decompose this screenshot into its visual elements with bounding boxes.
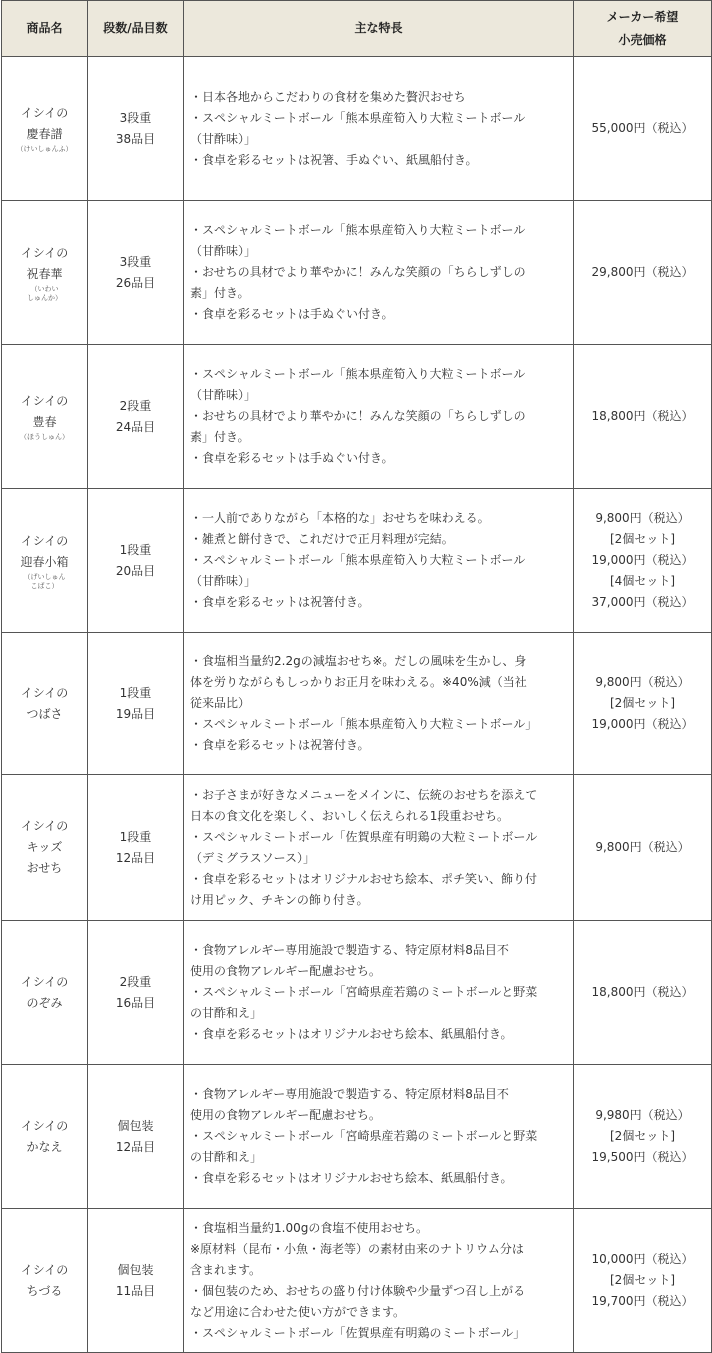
feature-line: 含まれます。 xyxy=(190,1262,262,1277)
price-line: 9,800円（税込） xyxy=(595,511,690,525)
header-tier: 段数/品目数 xyxy=(88,1,184,57)
feature-line: 使用の食物アレルギー配慮おせち。 xyxy=(190,964,381,978)
table-row xyxy=(2,345,712,489)
price-cell xyxy=(574,201,712,345)
product-name-line: おせち xyxy=(26,861,63,875)
feature-line: ・スペシャルミートボール「熊本県産筍入り大粒ミートボール xyxy=(190,223,526,237)
features-cell xyxy=(184,921,574,1065)
tier-count-line: 1段重 xyxy=(119,542,152,557)
feature-line: ・食卓を彩るセットはオリジナルおせち絵本、ポチ笑い、飾り付 xyxy=(190,871,538,886)
feature-line: ・スペシャルミートボール「佐賀県産有明鶏の大粒ミートボール xyxy=(190,829,538,844)
price-line: [2個セット] xyxy=(610,532,675,546)
tier-count-line: 12品目 xyxy=(115,850,156,865)
product-name-cell xyxy=(2,921,88,1065)
price-line: 19,700円（税込） xyxy=(591,1294,694,1308)
tier-count-line: 16品目 xyxy=(115,995,156,1010)
tier-count-line: 個包装 xyxy=(117,1262,154,1277)
price-cell xyxy=(574,633,712,775)
tier-count-line: 1段重 xyxy=(119,685,152,700)
tier-count-line: 26品目 xyxy=(115,275,156,290)
tier-count-line: 38品目 xyxy=(115,131,156,146)
price-line: [2個セット] xyxy=(610,1273,675,1287)
tier-count-line: 個包装 xyxy=(117,1118,154,1133)
feature-line: （デミグラスソース）」 xyxy=(190,850,316,865)
product-name-line: キッズ xyxy=(26,840,63,854)
price-cell xyxy=(574,775,712,921)
feature-line: ・おせちの具材でより華やかに！みんな笑顔の「ちらしずしの xyxy=(190,409,526,423)
feature-line: 日本の食文化を楽しく、おいしく伝えられる1段重おせち。 xyxy=(190,808,510,823)
tier-count-cell xyxy=(88,633,184,775)
product-name-line: 慶春譜 xyxy=(26,127,63,141)
feature-line: 素」付き。 xyxy=(190,430,250,444)
price-line: 19,000円（税込） xyxy=(591,553,694,567)
product-name-line: ちづる xyxy=(26,1283,63,1298)
feature-line: ・食卓を彩るセットは祝箸付き。 xyxy=(190,738,370,752)
feature-line: ・おせちの具材でより華やかに！みんな笑顔の「ちらしずしの xyxy=(190,265,526,279)
features-cell xyxy=(184,345,574,489)
price-cell xyxy=(574,489,712,633)
tier-count-cell xyxy=(88,921,184,1065)
price-line: [4個セット] xyxy=(610,574,675,588)
tier-count-line: 2段重 xyxy=(119,974,152,989)
features-cell xyxy=(184,775,574,921)
features-cell xyxy=(184,201,574,345)
tier-count-line: 12品目 xyxy=(115,1139,156,1154)
tier-count-cell xyxy=(88,201,184,345)
product-name-reading: （げいしゅん xyxy=(23,572,66,581)
feature-line: ・お子さまが好きなメニューをメインに、伝統のおせちを添えて xyxy=(190,787,538,802)
feature-line: ・食物アレルギー専用施設で製造する、特定原材料8品目不 xyxy=(190,943,509,957)
feature-line: ・食物アレルギー専用施設で製造する、特定原材料8品目不 xyxy=(190,1087,509,1101)
product-name-reading: （いわい xyxy=(30,284,59,293)
price-line: [2個セット] xyxy=(610,696,675,710)
product-name-cell xyxy=(2,775,88,921)
feature-line: ・食卓を彩るセットは手ぬぐい付き。 xyxy=(190,307,394,321)
price-line: 9,980円（税込） xyxy=(595,1108,690,1122)
table-header-row xyxy=(2,1,712,57)
feature-line: （甘酢味）」 xyxy=(190,388,257,402)
price-line: 55,000円（税込） xyxy=(591,121,694,135)
price-line: 9,800円（税込） xyxy=(595,840,690,854)
product-name-line: イシイの xyxy=(20,1262,69,1277)
price-line: 29,800円（税込） xyxy=(591,265,694,279)
table-row xyxy=(2,921,712,1065)
price-cell xyxy=(574,1065,712,1209)
header-price xyxy=(574,1,712,57)
feature-line: 使用の食物アレルギー配慮おせち。 xyxy=(190,1108,381,1122)
tier-count-cell xyxy=(88,57,184,201)
tier-count-line: 20品目 xyxy=(115,563,156,578)
tier-count-line: 2段重 xyxy=(119,398,152,413)
table-row xyxy=(2,57,712,201)
price-cell xyxy=(574,921,712,1065)
table-row xyxy=(2,633,712,775)
feature-line: ・一人前でありながら「本格的な」おせちを味わえる。 xyxy=(190,511,490,525)
header-features: 主な特長 xyxy=(184,1,574,57)
feature-line: の甘酢和え」 xyxy=(190,1006,263,1020)
price-line: 19,000円（税込） xyxy=(591,717,694,731)
product-name-reading: （けいしゅんふ） xyxy=(16,145,73,153)
product-name-line: イシイの xyxy=(20,819,69,833)
feature-line: ・スペシャルミートボール「宮崎県産若鶏のミートボールと野菜 xyxy=(190,985,538,999)
feature-line: ・食卓を彩るセットは手ぬぐい付き。 xyxy=(190,451,394,465)
feature-line: ・個包装のため、おせちの盛り付け体験や少量ずつ召し上がる xyxy=(190,1283,526,1298)
product-name-line: イシイの xyxy=(20,106,69,120)
product-name-cell xyxy=(2,489,88,633)
header-price-line2: 小売価格 xyxy=(618,32,667,47)
tier-count-cell xyxy=(88,775,184,921)
tier-count-cell xyxy=(88,345,184,489)
feature-line: （甘酢味）」 xyxy=(190,244,257,258)
product-name-cell xyxy=(2,201,88,345)
table-row xyxy=(2,1209,712,1353)
price-line: 9,800円（税込） xyxy=(595,675,690,689)
feature-line: 体を労りながらもしっかりお正月を味わえる。※40%減（当社 xyxy=(190,675,527,689)
tier-count-cell xyxy=(88,489,184,633)
product-name-line: イシイの xyxy=(20,685,69,700)
feature-line: ・スペシャルミートボール「熊本県産筍入り大粒ミートボール xyxy=(190,110,526,125)
feature-line: ・スペシャルミートボール「熊本県産筍入り大粒ミートボール」 xyxy=(190,717,538,731)
tier-count-cell xyxy=(88,1065,184,1209)
price-line: 19,500円（税込） xyxy=(591,1150,694,1164)
features-cell xyxy=(184,1209,574,1353)
product-name-line: のぞみ xyxy=(26,995,63,1010)
price-line: 10,000円（税込） xyxy=(591,1252,694,1266)
feature-line: ・日本各地からこだわりの食材を集めた贅沢おせち xyxy=(190,89,466,104)
product-name-cell xyxy=(2,1209,88,1353)
product-name-cell xyxy=(2,57,88,201)
features-cell xyxy=(184,1065,574,1209)
product-name-line: かなえ xyxy=(26,1139,63,1154)
tier-count-line: 3段重 xyxy=(119,254,152,269)
feature-line: など用途に合わせた使い方ができます。 xyxy=(190,1304,406,1319)
product-table xyxy=(1,0,712,1353)
features-cell xyxy=(184,489,574,633)
table-row xyxy=(2,775,712,921)
price-line: [2個セット] xyxy=(610,1129,675,1143)
product-name-reading: （ほうしゅん） xyxy=(20,433,69,441)
product-name-reading: しゅんか） xyxy=(27,293,62,302)
product-name-cell xyxy=(2,633,88,775)
feature-line: ・食卓を彩るセットはオリジナルおせち絵本、紙風船付き。 xyxy=(190,1171,513,1185)
feature-line: ・食塩相当量約2.2gの減塩おせち※。だしの風味を生かし、身 xyxy=(190,654,527,668)
feature-line: ・食卓を彩るセットはオリジナルおせち絵本、紙風船付き。 xyxy=(190,1027,513,1041)
product-name-line: イシイの xyxy=(20,974,69,989)
price-line: 18,800円（税込） xyxy=(591,985,694,999)
feature-line: ・食卓を彩るセットは祝箸付き。 xyxy=(190,595,370,609)
product-name-cell xyxy=(2,1065,88,1209)
feature-line: ・スペシャルミートボール「熊本県産筍入り大粒ミートボール xyxy=(190,553,526,567)
feature-line: ・スペシャルミートボール「佐賀県産有明鶏のミートボール」 xyxy=(190,1325,526,1340)
feature-line: け用ピック、チキンの飾り付き。 xyxy=(190,892,369,907)
tier-count-line: 11品目 xyxy=(115,1283,156,1298)
table-row xyxy=(2,201,712,345)
tier-count-line: 19品目 xyxy=(115,706,156,721)
product-name-line: 豊春 xyxy=(32,415,57,429)
header-price-line1: メーカー希望 xyxy=(606,9,679,24)
product-name-line: 祝春華 xyxy=(26,266,63,281)
feature-line: ・スペシャルミートボール「宮崎県産若鶏のミートボールと野菜 xyxy=(190,1129,538,1143)
product-name-reading: こばこ） xyxy=(30,581,59,590)
tier-count-line: 3段重 xyxy=(119,110,152,125)
feature-line: ・食卓を彩るセットは祝箸、手ぬぐい、紙風船付き。 xyxy=(190,152,478,167)
features-cell xyxy=(184,633,574,775)
product-name-line: イシイの xyxy=(20,394,69,408)
feature-line: ・雑煮と餅付きで、これだけで正月料理が完結。 xyxy=(190,532,454,546)
feature-line: ・スペシャルミートボール「熊本県産筍入り大粒ミートボール xyxy=(190,367,526,381)
table-row xyxy=(2,489,712,633)
product-name-line: イシイの xyxy=(20,245,69,260)
price-cell xyxy=(574,57,712,201)
product-name-cell xyxy=(2,345,88,489)
tier-count-line: 1段重 xyxy=(119,829,152,844)
price-line: 18,800円（税込） xyxy=(591,409,694,423)
feature-line: （甘酢味）」 xyxy=(190,574,257,588)
table-row xyxy=(2,1065,712,1209)
price-line: 37,000円（税込） xyxy=(591,595,694,609)
product-name-line: 迎春小箱 xyxy=(20,554,69,569)
tier-count-cell xyxy=(88,1209,184,1353)
feature-line: の甘酢和え」 xyxy=(190,1150,263,1164)
header-name: 商品名 xyxy=(2,1,88,57)
feature-line: 従来品比） xyxy=(190,696,251,710)
product-name-line: イシイの xyxy=(20,1118,69,1133)
product-name-line: イシイの xyxy=(20,533,69,548)
feature-line: ・食塩相当量約1.00gの食塩不使用おせち。 xyxy=(190,1220,428,1235)
feature-line: 素」付き。 xyxy=(190,286,250,300)
features-cell xyxy=(184,57,574,201)
product-name-line: つばさ xyxy=(26,706,63,721)
feature-line: （甘酢味）」 xyxy=(190,131,257,146)
price-cell xyxy=(574,1209,712,1353)
tier-count-line: 24品目 xyxy=(115,419,156,434)
price-cell xyxy=(574,345,712,489)
feature-line: ※原材料（昆布・小魚・海老等）の素材由来のナトリウム分は xyxy=(190,1241,524,1256)
